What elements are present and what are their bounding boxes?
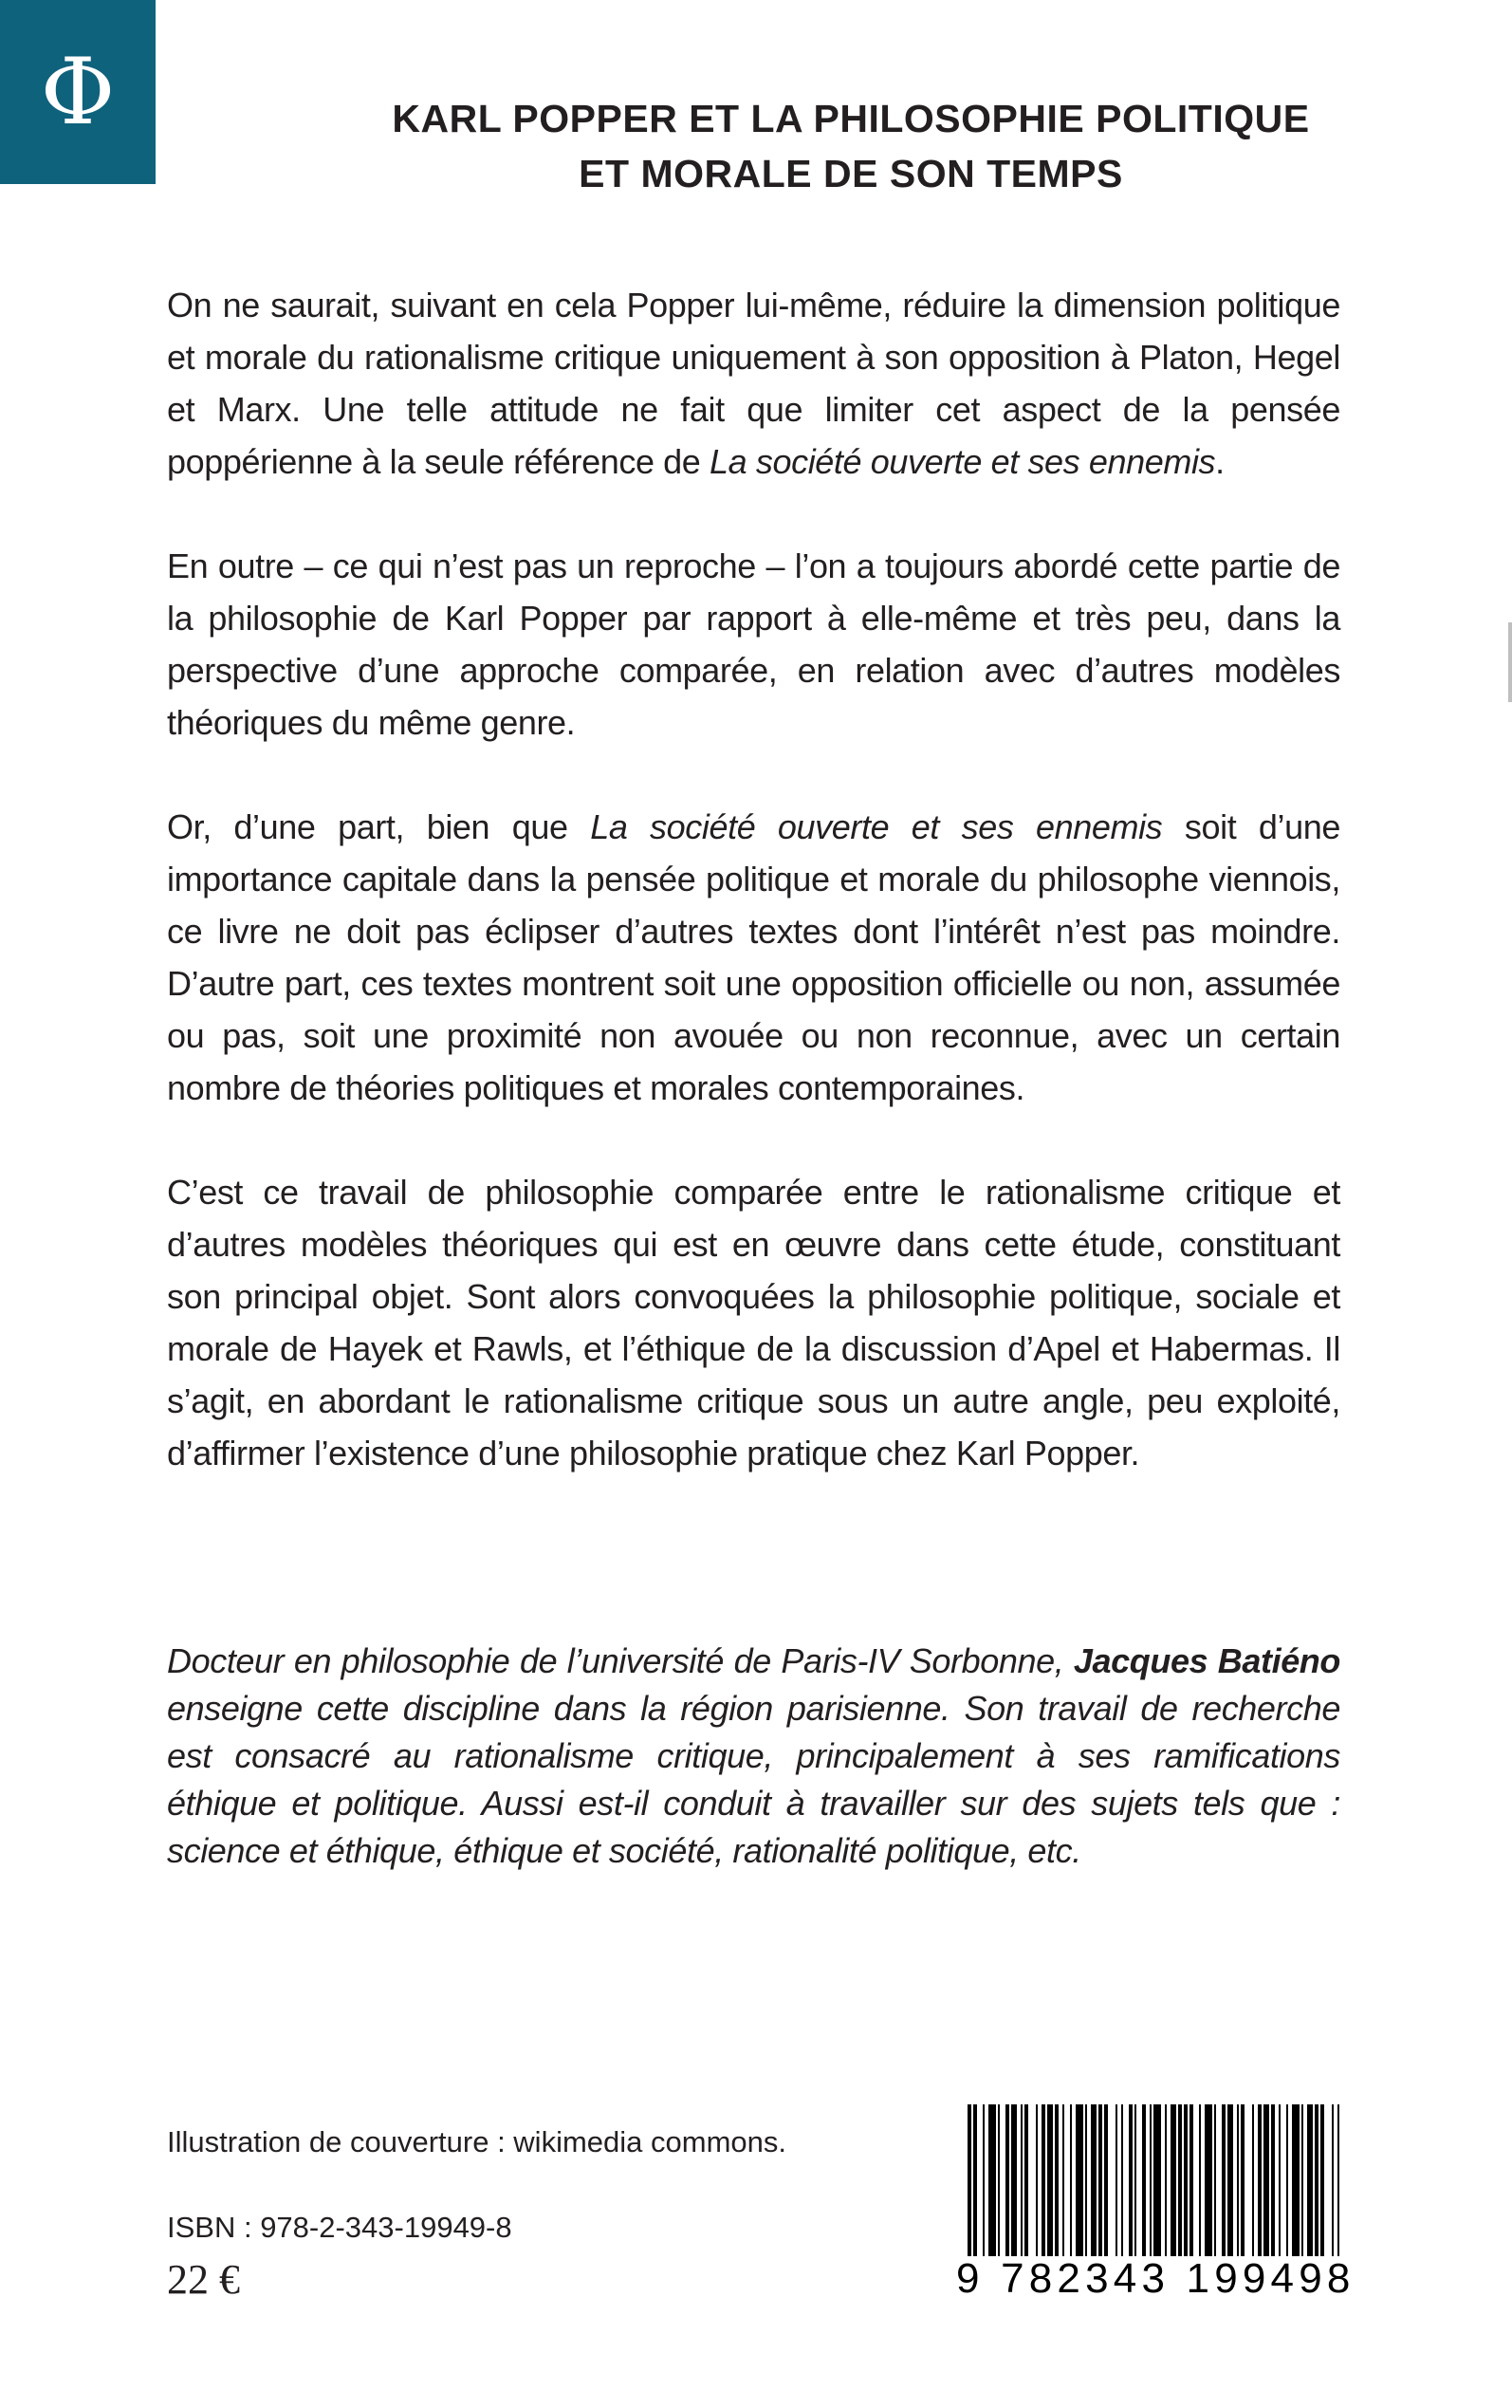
book-reference: La société ouverte et ses ennemis — [590, 807, 1163, 846]
blurb-text: . — [1215, 442, 1225, 481]
phi-icon: Φ — [40, 39, 116, 145]
title-line-1: KARL POPPER ET LA PHILOSOPHIE POLITIQUE — [392, 97, 1310, 140]
blurb-text: soit d’une importance capitale dans la pensée politique et morale du philosophe viennois, ce livre ne doit pas éclipser d’autres textes dont l’intérêt n’est pas moindre. D’autre part, ces textes montrent soit une opposition officielle ou non, assumée ou pas, soit une proximité non avouée ou non reconnue, avec un certain nombre de théories politiques et morales contemporaines. — [167, 807, 1340, 1107]
author-name: Jacques Batiéno — [1073, 1641, 1340, 1680]
book-reference: La société ouverte et ses ennemis — [710, 442, 1216, 481]
edge-mark — [1508, 622, 1512, 702]
blurb-paragraph-2: En outre – ce qui n’est pas un reproche – l’on a toujours abordé cette partie de la philosophie de Karl Popper par rapport à elle-même et très peu, dans la perspective d’une approche comparée, en relation avec d’autres modèles théoriques du même genre. — [167, 546, 1340, 742]
blurb-text: On ne saurait, suivant en cela Popper lui-même, réduire la dimension politique et morale du rationalisme critique uniquement à son opposition à Platon, Hegel et Marx. Une telle attitude ne fait que limiter cet aspect de la pensée poppérienne à la seule référence de — [167, 286, 1340, 481]
publisher-logo — [0, 0, 156, 184]
blurb-text: Or, d’une part, bien que — [167, 807, 591, 846]
price: 22 € — [167, 2256, 240, 2303]
book-title — [190, 91, 1512, 201]
author-bio-text: enseigne cette discipline dans la région parisienne. Son travail de recherche est consacré au rationalisme critique, principalement à ses ramifications éthique et politique. Aussi est-il conduit à travailler sur des sujets tels que : science et éthique, éthique et société, rationalité politique, etc. — [167, 1689, 1340, 1870]
cover-credit: Illustration de couverture : wikimedia commons. — [167, 2125, 786, 2158]
author-bio — [167, 1638, 1340, 1875]
title-line-2: ET MORALE DE SON TEMPS — [579, 152, 1123, 195]
blurb — [167, 279, 1340, 1531]
author-bio-text: Docteur en philosophie de l’université de Paris-IV Sorbonne, — [167, 1641, 1074, 1680]
blurb-paragraph-3 — [167, 801, 1340, 1114]
isbn: ISBN : 978-2-343-19949-8 — [167, 2211, 512, 2244]
blurb-paragraph-4: C’est ce travail de philosophie comparée entre le rationalisme critique et d’autres modèles théoriques qui est en œuvre dans cette étude, constituant son principal objet. Sont alors convoquées la philosophie politique, sociale et morale de Hayek et Rawls, et l’éthique de la discussion d’Apel et Habermas. Il s’agit, en abordant le rationalisme critique sous un autre angle, peu exploité, d’affirmer l’existence d’une philosophie pratique chez Karl Popper. — [167, 1173, 1340, 1473]
blurb-paragraph-1 — [167, 279, 1340, 488]
barcode-digits: 9 782343 199498 — [956, 2255, 1355, 2302]
